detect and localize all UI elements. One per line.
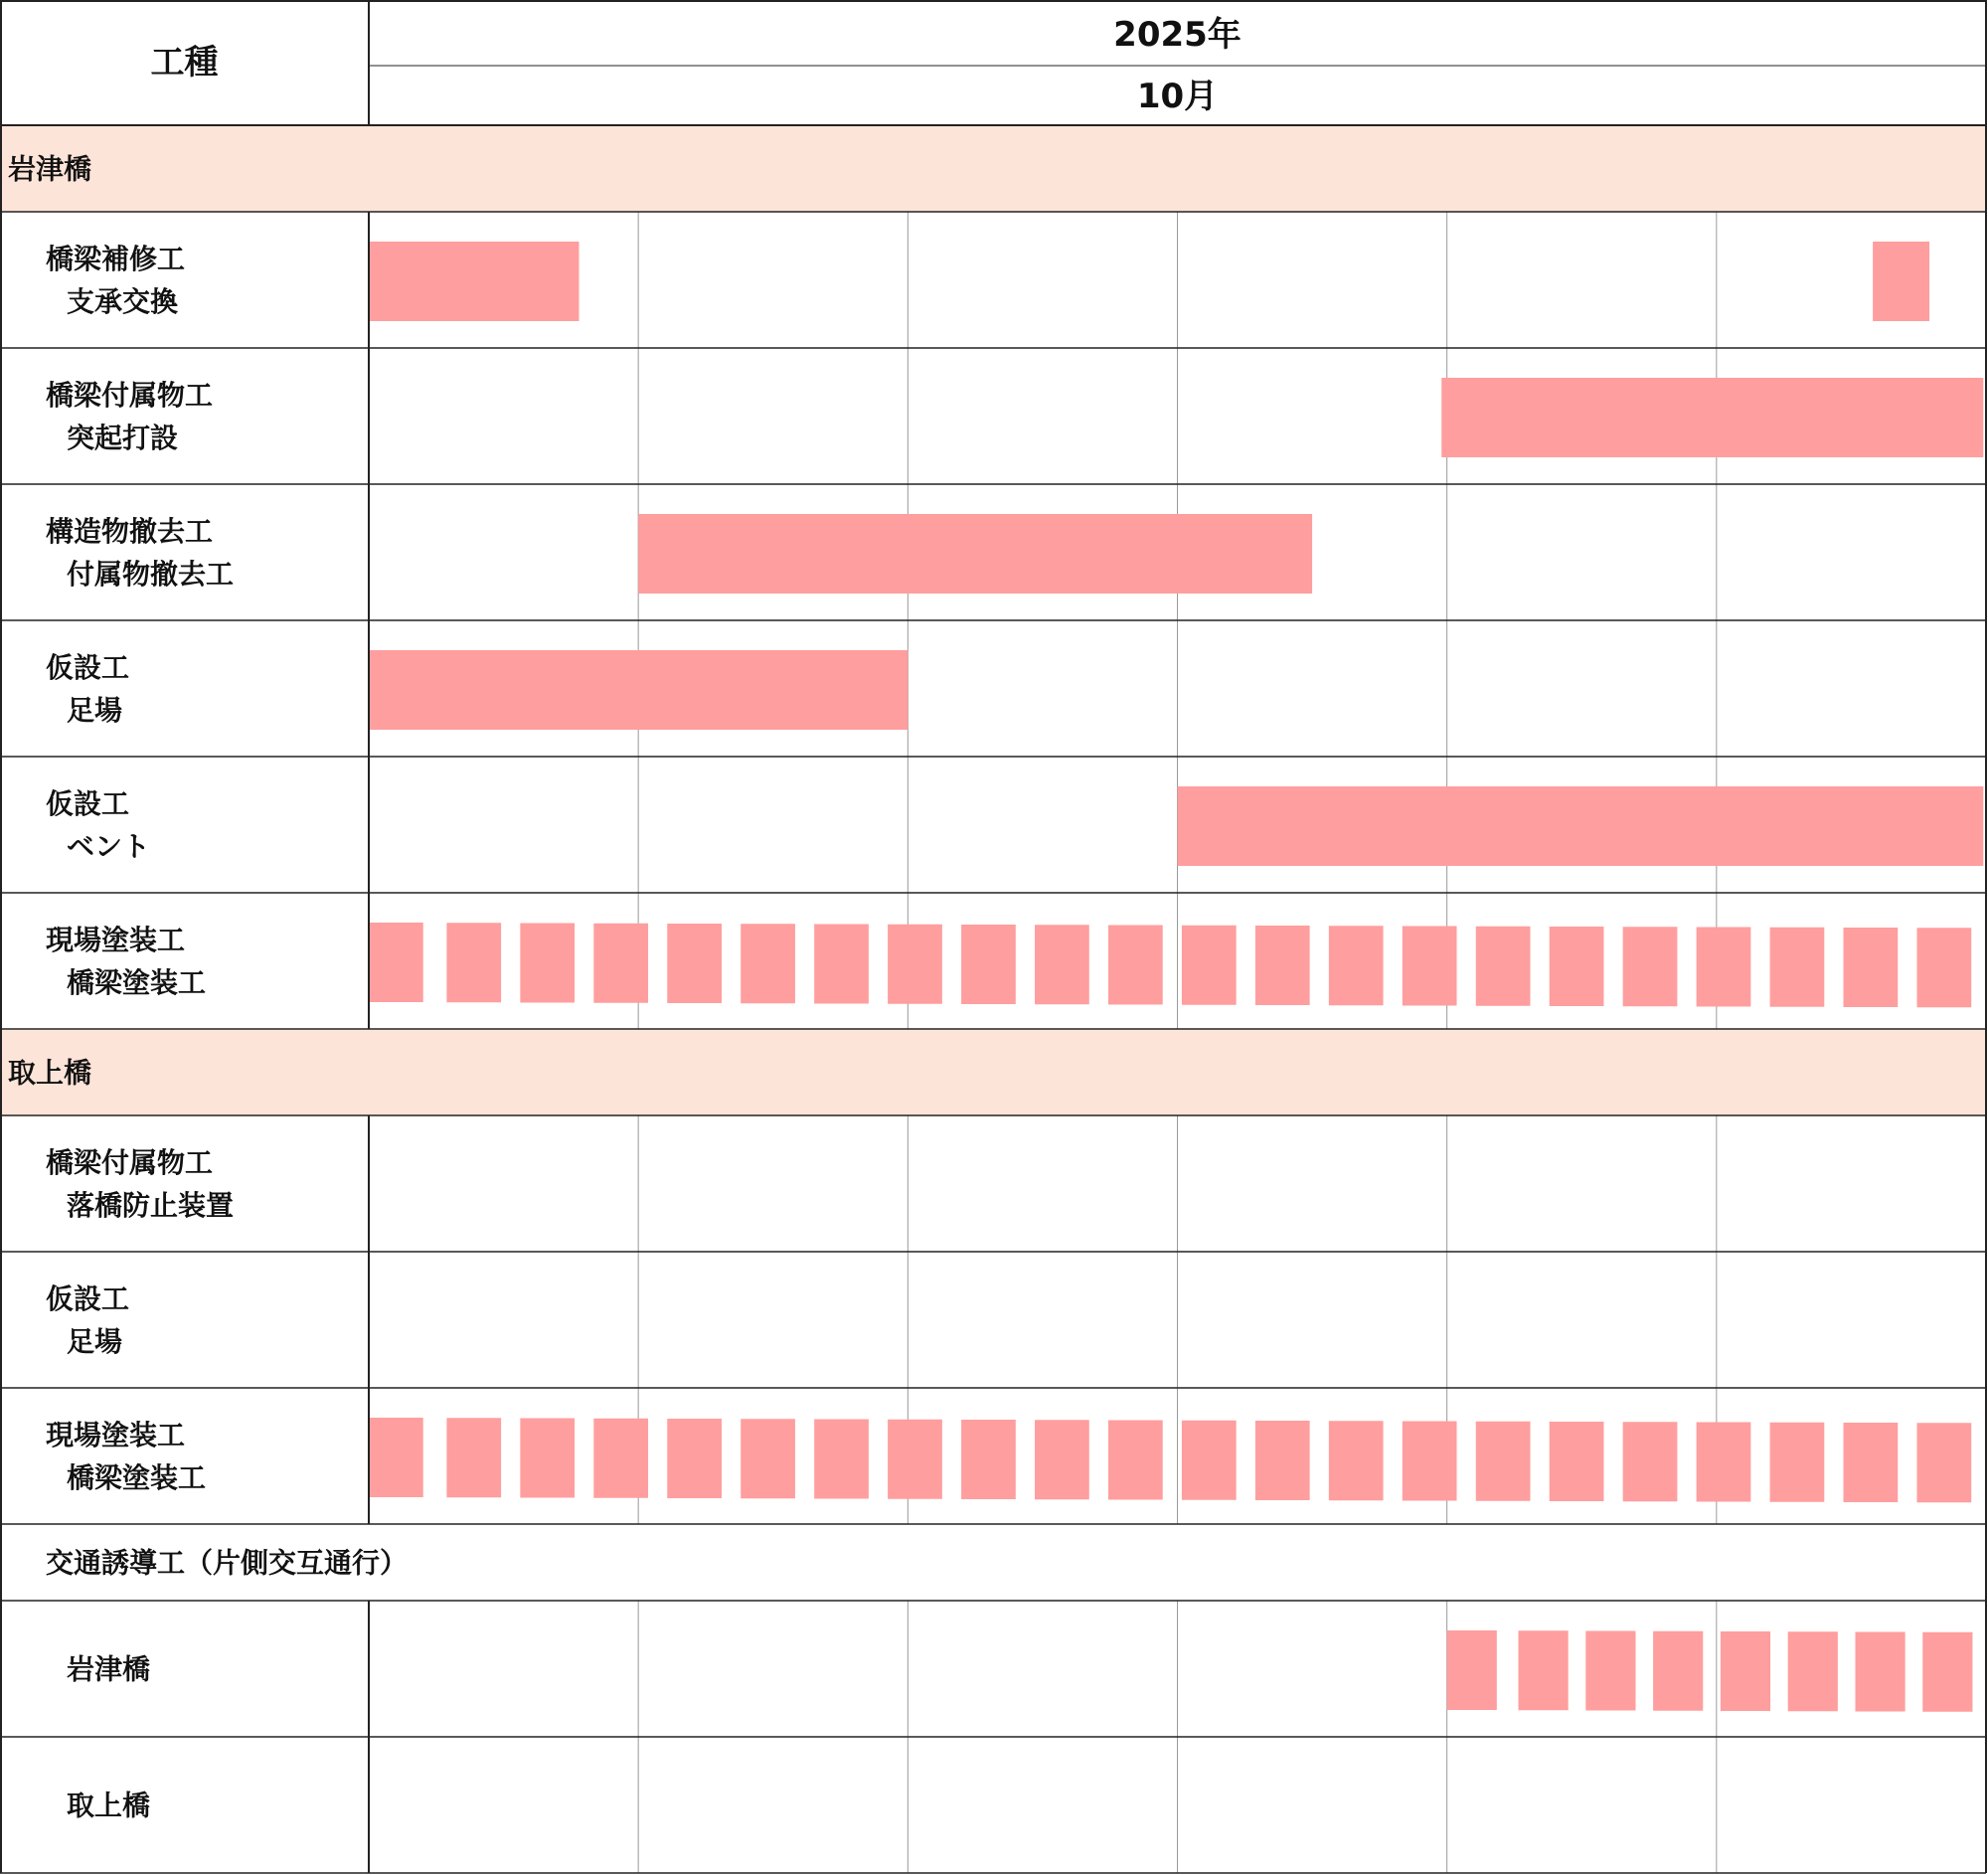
schedule-bar-segment [814,1420,869,1499]
schedule-bar-segment [1916,1423,1971,1502]
task-label: 仮設工 [46,1282,130,1315]
schedule-bar-segment [1255,1421,1310,1500]
schedule-bar-segment [1182,926,1237,1005]
schedule-bar-segment [741,924,795,1003]
task-label: 取上橋 [67,1789,151,1822]
schedule-bar-segment [369,923,423,1002]
task-sublabel: 突起打設 [67,422,179,454]
task-label: 現場塗装工 [46,1419,186,1451]
schedule-bar-segment [446,1418,501,1497]
schedule-bar-segment [520,1419,575,1498]
schedule-bar [638,514,1312,594]
schedule-bar [1441,378,1983,457]
task-sublabel: 足場 [67,1325,123,1358]
task-label: 仮設工 [46,787,130,820]
group-label: 岩津橋 [8,152,92,186]
schedule-bar-segment [1855,1632,1905,1712]
schedule-bar-segment [1585,1631,1635,1711]
schedule-bar-segment [961,925,1016,1004]
schedule-bar-segment [741,1419,795,1498]
schedule-bar-segment [667,924,722,1003]
schedule-bar-segment [667,1419,722,1498]
schedule-bar-segment [1108,926,1163,1005]
schedule-bar-segment [1623,927,1678,1006]
schedule-bar-segment [593,1419,648,1498]
task-column-header: 工種 [150,43,219,83]
schedule-bar [369,242,580,321]
schedule-bar-segment [1403,1422,1457,1501]
schedule-bar-segment [1788,1631,1838,1711]
schedule-bar [1178,786,1984,866]
task-label: 仮設工 [46,651,130,684]
group-label: 取上橋 [8,1056,92,1090]
schedule-bar-segment [1403,927,1457,1006]
task-sublabel: 橋梁塗装工 [67,1461,207,1494]
task-label: 橋梁付属物工 [46,379,214,412]
schedule-bar-segment [446,923,501,1002]
year-header: 2025年 [1113,15,1242,55]
schedule-bar-segment [1329,1421,1384,1500]
schedule-bar-segment [1653,1631,1703,1711]
schedule-bar-segment [1697,928,1751,1007]
schedule-bar-segment [1770,1423,1825,1502]
task-label: 岩津橋 [67,1652,151,1686]
schedule-bar-segment [1623,1422,1678,1501]
schedule-bar-segment [888,1420,942,1499]
schedule-bar [1873,242,1929,321]
task-label: 構造物撤去工 [46,515,214,548]
schedule-bar-segment [1550,927,1604,1006]
task-label: 橋梁付属物工 [46,1146,214,1179]
section-label: 交通誘導工（片側交互通行） [46,1546,409,1580]
schedule-bar-segment [1550,1422,1604,1501]
schedule-bar-segment [888,925,942,1004]
schedule-bar-segment [1035,1420,1089,1499]
schedule-bar-segment [1476,927,1531,1006]
task-label: 橋梁補修工 [46,243,186,275]
task-sublabel: 橋梁塗装工 [67,966,207,999]
group-row-bg [1,1030,1986,1115]
schedule-bar-segment [1182,1421,1237,1500]
schedule-bar-segment [1770,928,1825,1007]
task-label: 現場塗装工 [46,924,186,956]
schedule-bar-segment [1844,928,1899,1007]
schedule-bar-segment [1697,1423,1751,1502]
schedule-bar-segment [1519,1630,1569,1710]
schedule-bar-segment [1255,926,1310,1005]
schedule-bar-segment [1035,925,1089,1004]
schedule-bar-segment [1476,1422,1531,1501]
task-sublabel: 付属物撤去工 [67,558,235,591]
schedule-bar-segment [1329,926,1384,1005]
month-header: 10月 [1136,77,1219,116]
schedule-bar-segment [1721,1631,1770,1711]
task-sublabel: 落橋防止装置 [67,1189,235,1222]
schedule-bar-segment [1844,1423,1899,1502]
schedule-bar-segment [1922,1632,1972,1712]
schedule-bar-segment [593,924,648,1003]
schedule-bar-segment [520,924,575,1003]
task-sublabel: 支承交換 [67,285,179,318]
schedule-bars [369,242,1983,1712]
row-labels [8,153,408,1822]
schedule-bar-segment [1916,928,1971,1007]
schedule-bar-segment [1108,1421,1163,1500]
task-sublabel: 足場 [67,694,123,727]
group-row-bg [1,126,1986,212]
schedule-bar [369,650,908,730]
schedule-bar-segment [961,1420,1016,1499]
schedule-bar-segment [814,925,869,1004]
task-sublabel: ベント [67,830,151,863]
schedule-bar-segment [369,1418,423,1497]
schedule-bar-segment [1447,1630,1497,1710]
